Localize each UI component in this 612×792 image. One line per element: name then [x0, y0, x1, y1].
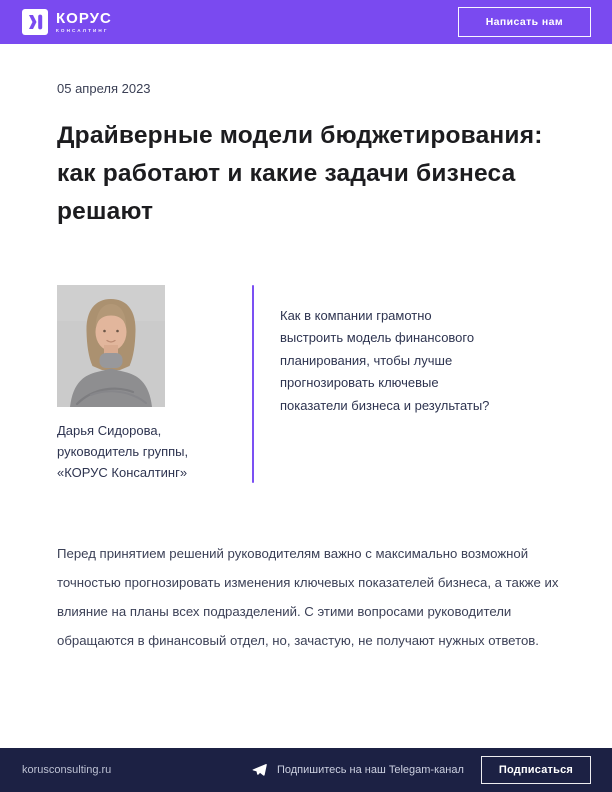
contact-us-button[interactable]: Написать нам — [458, 7, 591, 37]
quote-line: выстроить модель финансового — [280, 330, 475, 346]
author-caption — [57, 420, 252, 483]
article-title — [57, 117, 555, 231]
article-date: 05 апреля 2023 — [57, 81, 151, 96]
quote-accent-line — [252, 285, 254, 483]
title-line: Драйверные модели бюджетирования: — [57, 122, 543, 149]
author-quote-section — [57, 285, 555, 483]
logo-text — [56, 11, 112, 33]
telegram-channel-link[interactable] — [251, 762, 464, 778]
footer — [0, 748, 612, 792]
korus-logo[interactable] — [22, 9, 112, 35]
telegram-text: Подпишитесь на наш Telegam-канал — [276, 764, 464, 776]
quote-line: прогнозировать ключевые — [280, 375, 439, 391]
quote-line: показатели бизнеса и результаты? — [280, 397, 490, 413]
title-line: как работают и какие задачи бизнеса — [57, 160, 516, 187]
author-role: руководитель группы, — [57, 444, 189, 459]
body-paragraph: Перед принятием решений руководителям важно с максимально возможной точностью прогнозировать изменения ключевых показателей бизнеса, а также их влияние на планы всех подразделений. С этими вопросами руководители обращаются в финансовый отдел, но, зачастую, не получают нужных ответов. — [57, 546, 559, 648]
site-link[interactable]: korusconsulting.ru — [22, 764, 112, 776]
author-name: Дарья Сидорова, — [57, 423, 162, 438]
article-content — [0, 44, 612, 655]
title-line: решают — [57, 198, 154, 225]
lead-quote — [280, 285, 530, 417]
author-company: «КОРУС Консалтинг» — [57, 465, 188, 480]
author-photo — [57, 285, 165, 407]
quote-line: Как в компании грамотно — [280, 308, 432, 323]
header — [0, 0, 612, 44]
telegram-plane-icon — [251, 762, 268, 778]
quote-line: планирования, чтобы лучше — [280, 352, 453, 368]
author-block — [57, 285, 252, 483]
subscribe-button[interactable]: Подписаться — [481, 756, 591, 784]
logo-title: КОРУС — [56, 10, 112, 27]
korus-logo-icon — [22, 9, 48, 35]
logo-subtitle: КОНСАЛТИНГ — [56, 28, 109, 33]
